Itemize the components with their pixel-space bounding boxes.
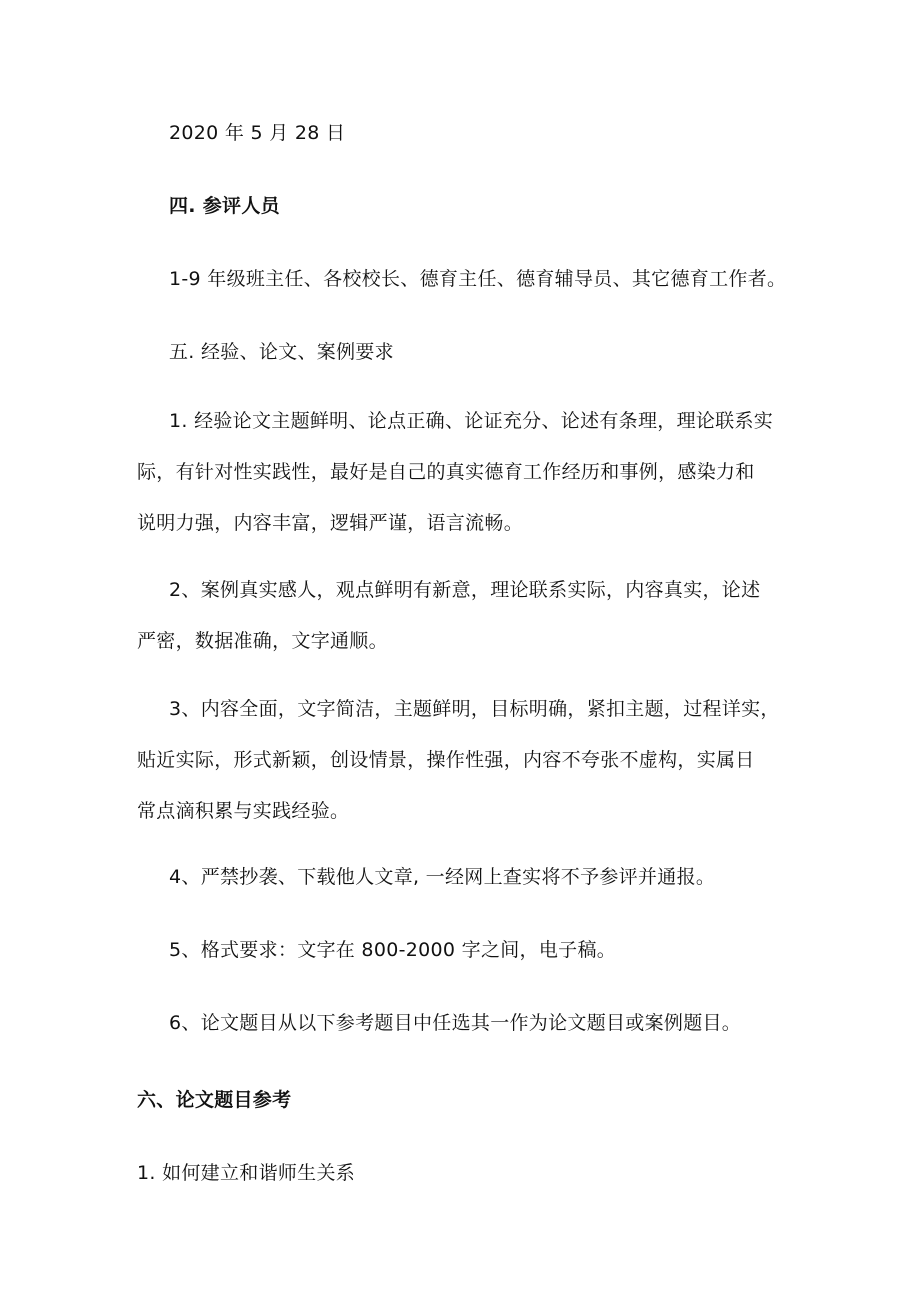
- section-4-title: 四. 参评人员: [169, 195, 280, 217]
- requirement-item-1-line-1: 1. 经验论文主题鲜明、论点正确、论证充分、论述有条理，理论联系实: [169, 410, 774, 432]
- requirement-item-2-line-2: 严密，数据准确，文字通顺。: [137, 630, 388, 652]
- document-date: 2020 年 5 月 28 日: [169, 122, 346, 144]
- requirement-item-5: 5、格式要求：文字在 800-2000 字之间，电子稿。: [169, 939, 617, 961]
- requirement-item-2: [137, 565, 797, 667]
- section-6-title: 六、论文题目参考: [137, 1089, 292, 1111]
- section-5-title: 五. 经验、论文、案例要求: [169, 341, 394, 363]
- requirement-item-1: [137, 396, 797, 549]
- topic-item-1: 1. 如何建立和谐师生关系: [137, 1162, 356, 1184]
- requirement-item-1-line-3: 说明力强，内容丰富，逻辑严谨，语言流畅。: [137, 512, 524, 534]
- requirement-item-3-line-1: 3、内容全面，文字简洁，主题鲜明，目标明确，紧扣主题，过程详实，: [169, 698, 780, 720]
- requirement-item-1-line-2: 际，有针对性实践性，最好是自己的真实德育工作经历和事例，感染力和: [137, 461, 755, 483]
- requirement-item-6: 6、论文题目从以下参考题目中任选其一作为论文题目或案例题目。: [169, 1012, 742, 1034]
- requirement-item-3-line-2: 贴近实际，形式新颖，创设情景，操作性强，内容不夸张不虚构，实属日: [137, 749, 755, 771]
- requirement-item-3: [137, 684, 797, 837]
- section-4-body: 1-9 年级班主任、各校校长、德育主任、德育辅导员、其它德育工作者。: [169, 268, 787, 290]
- requirement-item-2-line-1: 2、案例真实感人，观点鲜明有新意，理论联系实际，内容真实，论述: [169, 579, 761, 601]
- requirement-item-3-line-3: 常点滴积累与实践经验。: [137, 800, 350, 822]
- requirement-item-4: 4、严禁抄袭、下载他人文章, 一经网上查实将不予参评并通报。: [169, 866, 716, 888]
